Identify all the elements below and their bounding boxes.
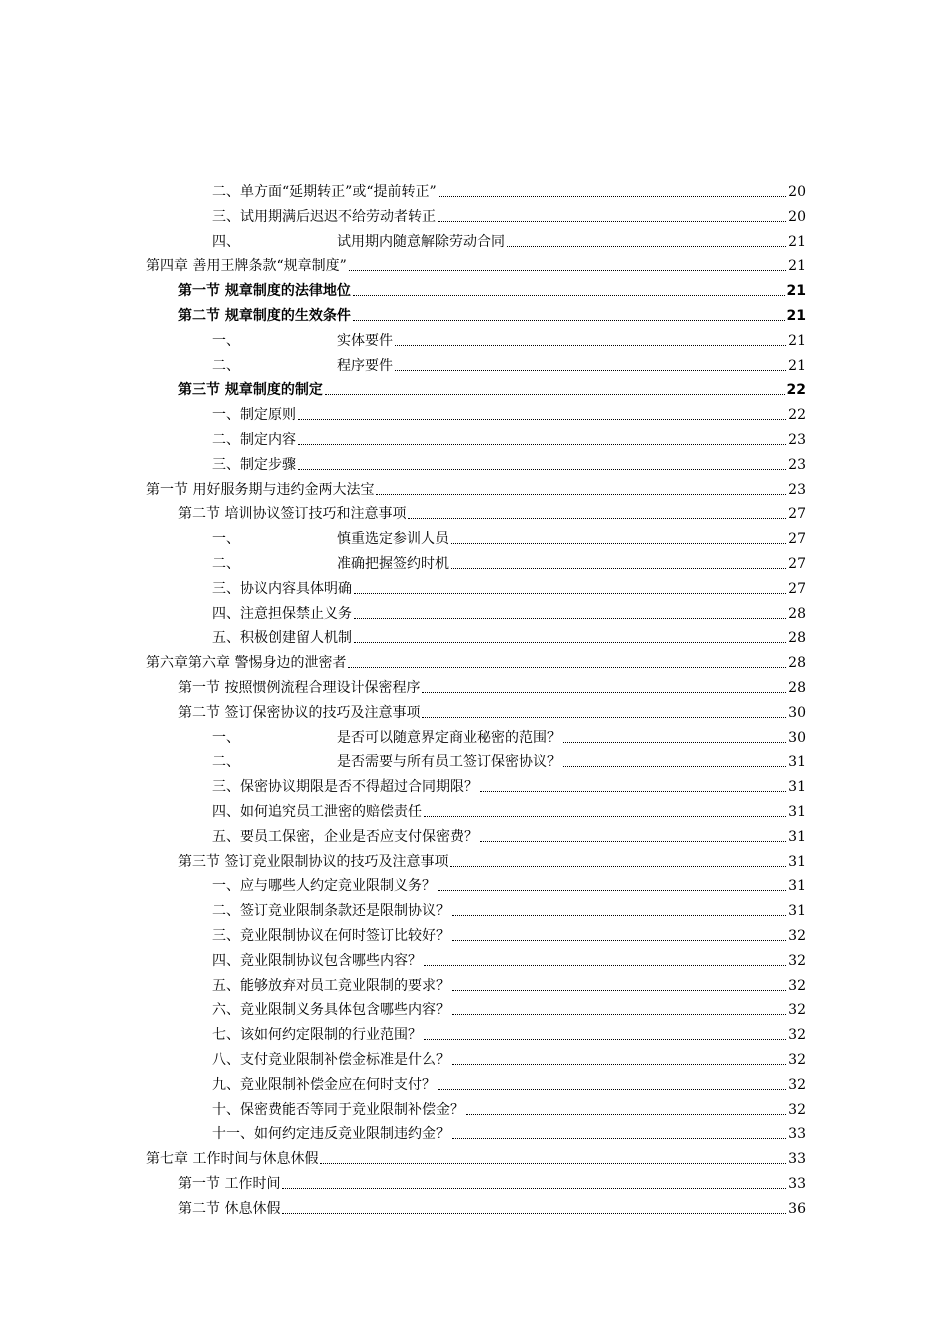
toc-entry[interactable] (212, 598, 806, 623)
toc-entry[interactable] (212, 970, 806, 995)
toc-entry-text: 第四章 善用王牌条款“规章制度” (146, 258, 347, 275)
toc-entry-page-number: 28 (788, 655, 806, 672)
toc-entry-title (146, 654, 346, 672)
dot-leader (354, 642, 786, 643)
toc-entry-text: 第七章 工作时间与休息休假 (146, 1151, 319, 1168)
toc-entry-page-number: 28 (788, 680, 806, 696)
dot-leader (466, 1114, 786, 1115)
toc-entry-text: 六、竞业限制义务具体包含哪些内容？ (212, 1002, 450, 1019)
dot-leader (325, 394, 785, 395)
toc-entry[interactable] (212, 573, 806, 598)
toc-entry-number: 二、 (212, 754, 240, 771)
toc-entry-title (212, 555, 449, 573)
toc-entry-text: 二、单方面“延期转正”或“提前转正” (212, 184, 437, 200)
toc-entry[interactable] (212, 176, 806, 201)
toc-entry-title (212, 406, 296, 424)
dot-leader (452, 1014, 786, 1015)
toc-entry[interactable] (212, 449, 806, 474)
toc-entry-title (178, 679, 420, 697)
toc-entry-title (146, 257, 347, 275)
toc-entry[interactable] (212, 548, 806, 573)
toc-entry-number: 一、 (212, 332, 240, 349)
toc-entry[interactable] (212, 399, 806, 424)
toc-entry-title (178, 282, 351, 300)
dot-leader (298, 444, 786, 445)
dot-leader (422, 717, 786, 718)
toc-entry-title (212, 605, 352, 623)
toc-entry-text: 第一节 规章制度的法律地位 (178, 283, 351, 300)
toc-entry-title (178, 381, 323, 399)
toc-entry-text: 十一、如何约定违反竞业限制违约金？ (212, 1126, 450, 1143)
toc-entry-title (212, 902, 450, 920)
toc-entry[interactable] (212, 424, 806, 449)
toc-entry-text: 四、竞业限制协议包含哪些内容？ (212, 952, 422, 969)
toc-entry-text: 第二节 培训协议签订技巧和注意事项 (178, 506, 407, 523)
toc-entry-title (178, 505, 406, 523)
dot-leader (450, 866, 786, 867)
toc-entry[interactable] (212, 895, 806, 920)
dot-leader (354, 593, 786, 594)
toc-entry-title (212, 183, 437, 201)
dot-leader (438, 1089, 786, 1090)
toc-entry-page-number: 27 (788, 580, 806, 597)
toc-entry-title (178, 704, 420, 722)
toc-entry[interactable] (212, 201, 806, 226)
toc-entry-page-number: 21 (788, 357, 806, 374)
toc-entry[interactable] (146, 1143, 806, 1168)
toc-entry-page-number: 31 (788, 754, 806, 771)
dot-leader (480, 791, 786, 792)
toc-entry-number: 二、 (212, 556, 240, 572)
toc-entry[interactable] (178, 672, 806, 697)
dot-leader (452, 1138, 786, 1139)
toc-entry-page-number: 20 (788, 184, 806, 200)
toc-entry-page-number: 21 (788, 332, 806, 349)
dot-leader (395, 345, 786, 346)
toc-entry[interactable] (146, 474, 806, 499)
toc-entry-text: 七、该如何约定限制的行业范围？ (212, 1027, 422, 1044)
toc-entry-title (178, 307, 351, 325)
toc-entry-title (212, 877, 436, 895)
toc-entry-number: 一、 (212, 531, 240, 548)
toc-entry-page-number: 31 (788, 779, 806, 796)
toc-entry-page-number: 31 (788, 828, 806, 845)
dot-leader (563, 766, 786, 767)
toc-entry-text: 程序要件 (337, 357, 393, 374)
toc-entry[interactable] (178, 846, 806, 871)
toc-entry[interactable] (178, 1193, 806, 1218)
dot-leader (507, 246, 786, 247)
toc-entry-text: 三、试用期满后迟迟不给劳动者转正 (212, 208, 436, 225)
toc-entry-page-number: 20 (788, 208, 806, 225)
toc-entry[interactable] (212, 870, 806, 895)
toc-entry[interactable] (212, 523, 806, 548)
toc-entry[interactable] (212, 722, 806, 747)
toc-entry-title (212, 1101, 464, 1119)
toc-entry-page-number: 32 (788, 1101, 806, 1118)
toc-entry-page-number: 27 (788, 556, 806, 572)
toc-entry[interactable] (178, 498, 806, 523)
toc-entry-page-number: 31 (788, 903, 806, 920)
toc-entry[interactable] (212, 1019, 806, 1044)
toc-entry[interactable] (212, 1044, 806, 1069)
toc-entry[interactable] (146, 647, 806, 672)
dot-leader (424, 1039, 786, 1040)
toc-entry[interactable] (212, 746, 806, 771)
toc-entry-number: 四、 (212, 233, 240, 250)
toc-entry-text: 二、签订竞业限制条款还是限制协议？ (212, 903, 450, 920)
toc-entry[interactable] (212, 796, 806, 821)
dot-leader (438, 221, 786, 222)
toc-entry[interactable] (212, 771, 806, 796)
toc-entry-title (212, 357, 393, 375)
dot-leader (408, 518, 786, 519)
dot-leader (353, 320, 785, 321)
toc-entry-title (212, 629, 352, 647)
toc-entry-text: 慎重选定参训人员 (337, 531, 449, 548)
toc-entry-title (146, 1150, 318, 1168)
toc-entry-page-number: 21 (788, 233, 806, 250)
toc-entry-page-number: 23 (788, 432, 806, 448)
dot-leader (452, 1064, 786, 1065)
toc-entry-text: 五、要员工保密，企业是否应支付保密费？ (212, 828, 478, 845)
toc-entry-page-number: 31 (788, 853, 806, 870)
toc-entry-title (212, 927, 450, 945)
dot-leader (451, 568, 786, 569)
toc-entry[interactable] (178, 374, 806, 399)
toc-entry[interactable] (212, 920, 806, 945)
toc-entry-page-number: 32 (788, 1027, 806, 1044)
toc-entry-text: 五、积极创建留人机制 (212, 630, 352, 647)
toc-entry-text: 四、注意担保禁止义务 (212, 605, 352, 622)
toc-entry-page-number: 32 (788, 1076, 806, 1093)
dot-leader (282, 1188, 786, 1189)
toc-entry-number: 二、 (212, 357, 240, 374)
toc-entry-title (212, 431, 296, 449)
dot-leader (353, 295, 785, 296)
toc-entry-title (212, 1125, 450, 1143)
toc-entry-page-number: 21 (786, 283, 806, 300)
dot-leader (452, 990, 786, 991)
toc-entry-text: 一、应与哪些人约定竞业限制义务？ (212, 878, 436, 895)
toc-entry-page-number: 32 (788, 928, 806, 944)
toc-entry-title (212, 778, 478, 796)
toc-entry-title (212, 530, 449, 548)
toc-entry-text: 一、制定原则 (212, 407, 296, 424)
toc-entry[interactable] (212, 226, 806, 251)
toc-entry-text: 三、制定步骤 (212, 456, 296, 473)
dot-leader (349, 270, 786, 271)
toc-entry[interactable] (178, 697, 806, 722)
dot-leader (354, 618, 786, 619)
toc-entry-page-number: 27 (788, 506, 806, 523)
toc-entry-page-number: 23 (788, 456, 806, 473)
toc-entry-page-number: 33 (788, 1151, 806, 1168)
toc-entry-title (212, 952, 422, 970)
toc-entry-text: 三、竞业限制协议在何时签订比较好？ (212, 928, 450, 944)
toc-entry-text: 第一节 按照惯例流程合理设计保密程序 (178, 680, 421, 696)
dot-leader (452, 940, 786, 941)
toc-entry[interactable] (212, 350, 806, 375)
toc-entry[interactable] (212, 622, 806, 647)
toc-entry-title (212, 456, 296, 474)
toc-entry-text: 第一节 工作时间 (178, 1176, 281, 1192)
dot-leader (480, 841, 786, 842)
toc-entry[interactable] (212, 821, 806, 846)
toc-entry[interactable] (178, 300, 806, 325)
toc-entry-text: 九、竞业限制补偿金应在何时支付？ (212, 1076, 436, 1093)
toc-entry-title (212, 828, 478, 846)
toc-entry-title (212, 1001, 450, 1019)
toc-entry-page-number: 36 (788, 1200, 806, 1217)
dot-leader (348, 667, 786, 668)
dot-leader (298, 469, 786, 470)
dot-leader (424, 965, 786, 966)
toc-entry-page-number: 32 (788, 1002, 806, 1019)
toc-entry-page-number: 28 (788, 605, 806, 622)
toc-entry[interactable] (146, 250, 806, 275)
toc-entry-title (212, 977, 450, 995)
toc-entry-page-number: 33 (788, 1126, 806, 1143)
toc-entry-page-number: 28 (788, 630, 806, 647)
toc-entry-text: 第六章第六章 警惕身边的泄密者 (146, 655, 347, 672)
toc-entry-title (212, 1076, 436, 1094)
toc-entry-text: 二、制定内容 (212, 432, 296, 448)
toc-entry-page-number: 33 (788, 1176, 806, 1192)
toc-entry-text: 五、能够放弃对员工竞业限制的要求？ (212, 977, 450, 994)
toc-entry-page-number: 22 (788, 407, 806, 424)
toc-entry-text: 三、协议内容具体明确 (212, 580, 352, 597)
toc-entry-text: 是否需要与所有员工签订保密协议？ (337, 754, 561, 771)
toc-entry-title (212, 1026, 422, 1044)
toc-entry[interactable] (178, 275, 806, 300)
toc-entry-text: 实体要件 (337, 332, 393, 349)
toc-entry-text: 第二节 规章制度的生效条件 (178, 308, 351, 324)
toc-entry-title (212, 1051, 450, 1069)
toc-entry-text: 第三节 规章制度的制定 (178, 382, 323, 399)
toc-entry-page-number: 32 (788, 977, 806, 994)
toc-entry-text: 八、支付竞业限制补偿金标准是什么？ (212, 1052, 450, 1068)
toc-entry-title (212, 729, 561, 747)
toc-entry-page-number: 32 (788, 952, 806, 969)
toc-entry-title (212, 233, 505, 251)
toc-entry-page-number: 30 (788, 704, 806, 721)
dot-leader (452, 915, 786, 916)
toc-entry-text: 是否可以随意界定商业秘密的范围？ (337, 729, 561, 746)
toc-entry-page-number: 21 (786, 308, 806, 324)
toc-entry-title (212, 208, 436, 226)
toc-entry[interactable] (212, 994, 806, 1019)
toc-entry-text: 第二节 签订保密协议的技巧及注意事项 (178, 704, 421, 721)
dot-leader (451, 543, 786, 544)
toc-entry-title (212, 580, 352, 598)
toc-entry[interactable] (212, 1094, 806, 1119)
toc-entry[interactable] (212, 325, 806, 350)
toc-entry[interactable] (212, 1069, 806, 1094)
toc-entry-title (212, 753, 561, 771)
dot-leader (439, 196, 787, 197)
toc-entry-page-number: 31 (788, 804, 806, 820)
dot-leader (376, 494, 786, 495)
toc-entry[interactable] (212, 945, 806, 970)
dot-leader (320, 1163, 786, 1164)
toc-entry-text: 第一节 用好服务期与违约金两大法宝 (146, 481, 375, 498)
toc-entry-page-number: 23 (788, 481, 806, 498)
toc-entry-text: 十、保密费能否等同于竞业限制补偿金？ (212, 1101, 464, 1118)
toc-entry-page-number: 27 (788, 531, 806, 548)
toc-entry-title (212, 332, 393, 350)
toc-entry-text: 准确把握签约时机 (337, 556, 449, 572)
dot-leader (438, 890, 786, 891)
toc-entry-number: 一、 (212, 729, 240, 746)
toc-entry-page-number: 32 (788, 1052, 806, 1068)
dot-leader (395, 370, 786, 371)
toc-entry-page-number: 22 (786, 382, 806, 399)
dot-leader (424, 816, 786, 817)
toc-entry-text: 第三节 签订竞业限制协议的技巧及注意事项 (178, 853, 449, 870)
dot-leader (298, 419, 786, 420)
toc-entry-text: 三、保密协议期限是否不得超过合同期限？ (212, 779, 478, 796)
toc-entry-page-number: 30 (788, 729, 806, 746)
toc-entry-title (146, 481, 374, 499)
dot-leader (563, 742, 786, 743)
toc-entry[interactable] (212, 1118, 806, 1143)
toc-entry-page-number: 21 (788, 258, 806, 275)
toc-entry-text: 第二节 休息休假 (178, 1200, 281, 1217)
toc-entry-title (178, 1200, 280, 1218)
toc-entry-title (178, 1175, 280, 1193)
toc-entry-title (212, 803, 422, 821)
toc-entry-title (178, 853, 448, 871)
toc-entry[interactable] (178, 1168, 806, 1193)
toc-entry-text: 四、如何追究员工泄密的赔偿责任 (212, 804, 422, 820)
dot-leader (422, 692, 786, 693)
toc-entry-page-number: 31 (788, 878, 806, 895)
toc-entry-text: 试用期内随意解除劳动合同 (337, 233, 505, 250)
dot-leader (282, 1213, 786, 1214)
